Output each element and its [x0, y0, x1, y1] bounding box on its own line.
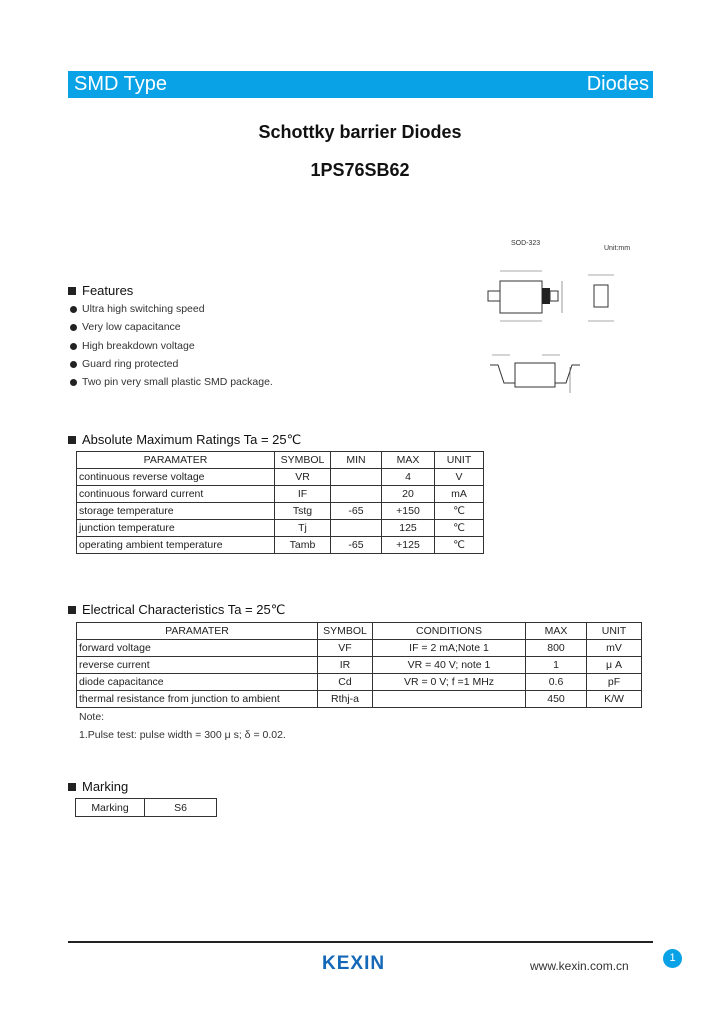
table-cell: 450 — [526, 691, 587, 708]
table-cell: mV — [587, 640, 642, 657]
table-cell: storage temperature — [77, 503, 275, 520]
table-cell: -65 — [331, 503, 382, 520]
table-cell: -65 — [331, 537, 382, 554]
header-category: SMD Type — [74, 73, 167, 95]
column-header: SYMBOL — [275, 452, 331, 469]
table-cell: IR — [318, 657, 373, 674]
elec-heading: Electrical Characteristics Ta = 25℃ — [68, 602, 285, 618]
page-number: 1 — [663, 949, 682, 968]
column-header: UNIT — [587, 623, 642, 640]
table-cell: 4 — [382, 469, 435, 486]
table-cell: +150 — [382, 503, 435, 520]
column-header: UNIT — [435, 452, 484, 469]
marking-value: S6 — [145, 799, 217, 817]
table-cell: μ A — [587, 657, 642, 674]
kexin-logo: KEXIN — [322, 953, 386, 974]
table-cell: junction temperature — [77, 520, 275, 537]
table-row — [77, 640, 642, 657]
feature-item: Ultra high switching speed — [70, 303, 205, 315]
table-row — [77, 503, 484, 520]
table-cell: reverse current — [77, 657, 318, 674]
table-cell: 20 — [382, 486, 435, 503]
marking-label: Marking — [76, 799, 145, 817]
feature-item: High breakdown voltage — [70, 340, 195, 352]
bullet-icon — [70, 306, 77, 313]
column-header: MIN — [331, 452, 382, 469]
table-row — [77, 657, 642, 674]
bullet-icon — [70, 343, 77, 350]
square-bullet-icon — [68, 783, 76, 791]
bullet-icon — [70, 361, 77, 368]
table-row — [76, 799, 217, 817]
table-cell: IF = 2 mA;Note 1 — [373, 640, 526, 657]
header-type: Diodes — [586, 73, 649, 95]
table-cell: 0.6 — [526, 674, 587, 691]
table-cell: VR = 0 V; f =1 MHz — [373, 674, 526, 691]
table-cell: Tamb — [275, 537, 331, 554]
table-cell: ℃ — [435, 503, 484, 520]
column-header: PARAMATER — [77, 452, 275, 469]
table-cell: Tstg — [275, 503, 331, 520]
table-header-row — [77, 452, 484, 469]
feature-item: Two pin very small plastic SMD package. — [70, 376, 273, 388]
table-cell: Cd — [318, 674, 373, 691]
table-cell: 800 — [526, 640, 587, 657]
table-cell — [331, 469, 382, 486]
table-cell: forward voltage — [77, 640, 318, 657]
elec-table — [76, 622, 642, 708]
table-cell: continuous reverse voltage — [77, 469, 275, 486]
column-header: CONDITIONS — [373, 623, 526, 640]
features-heading: Features — [68, 283, 133, 298]
abs-max-table — [76, 451, 484, 554]
column-header: MAX — [382, 452, 435, 469]
table-cell: VR — [275, 469, 331, 486]
package-unit: Unit:mm — [604, 245, 631, 252]
square-bullet-icon — [68, 436, 76, 444]
table-cell: +125 — [382, 537, 435, 554]
table-header-row — [77, 623, 642, 640]
table-cell: K/W — [587, 691, 642, 708]
table-cell: mA — [435, 486, 484, 503]
table-row — [77, 520, 484, 537]
table-row — [77, 674, 642, 691]
abs-max-heading: Absolute Maximum Ratings Ta = 25℃ — [68, 432, 301, 448]
table-cell — [331, 520, 382, 537]
table-cell: thermal resistance from junction to ambient — [77, 691, 318, 708]
bullet-icon — [70, 324, 77, 331]
table-row — [77, 469, 484, 486]
note-label: Note: — [79, 711, 105, 723]
note-1: 1.Pulse test: pulse width = 300 μ s; δ = 0.02. — [79, 729, 286, 741]
table-cell: VF — [318, 640, 373, 657]
table-cell: pF — [587, 674, 642, 691]
square-bullet-icon — [68, 606, 76, 614]
feature-item: Guard ring protected — [70, 358, 178, 370]
feature-item: Very low capacitance — [70, 321, 181, 333]
website-url: www.kexin.com.cn — [530, 959, 629, 973]
marking-heading: Marking — [68, 779, 128, 794]
table-cell: 1 — [526, 657, 587, 674]
table-cell: operating ambient temperature — [77, 537, 275, 554]
package-name: SOD-323 — [511, 240, 541, 247]
header-bar — [68, 71, 653, 98]
bullet-icon — [70, 379, 77, 386]
table-cell: Tj — [275, 520, 331, 537]
table-cell: V — [435, 469, 484, 486]
marking-table — [75, 798, 217, 817]
table-cell — [331, 486, 382, 503]
table-row — [77, 486, 484, 503]
square-bullet-icon — [68, 287, 76, 295]
table-cell: continuous forward current — [77, 486, 275, 503]
table-cell: diode capacitance — [77, 674, 318, 691]
table-cell: VR = 40 V; note 1 — [373, 657, 526, 674]
part-number: 1PS76SB62 — [310, 160, 410, 180]
table-cell: ℃ — [435, 537, 484, 554]
table-cell — [373, 691, 526, 708]
table-cell: IF — [275, 486, 331, 503]
footer-divider — [68, 941, 653, 943]
table-cell: ℃ — [435, 520, 484, 537]
table-cell: 125 — [382, 520, 435, 537]
column-header: PARAMATER — [77, 623, 318, 640]
package-outline-drawing — [470, 255, 640, 405]
column-header: MAX — [526, 623, 587, 640]
column-header: SYMBOL — [318, 623, 373, 640]
table-row — [77, 537, 484, 554]
table-row — [77, 691, 642, 708]
doc-title: Schottky barrier Diodes — [258, 122, 462, 142]
table-cell: Rthj-a — [318, 691, 373, 708]
